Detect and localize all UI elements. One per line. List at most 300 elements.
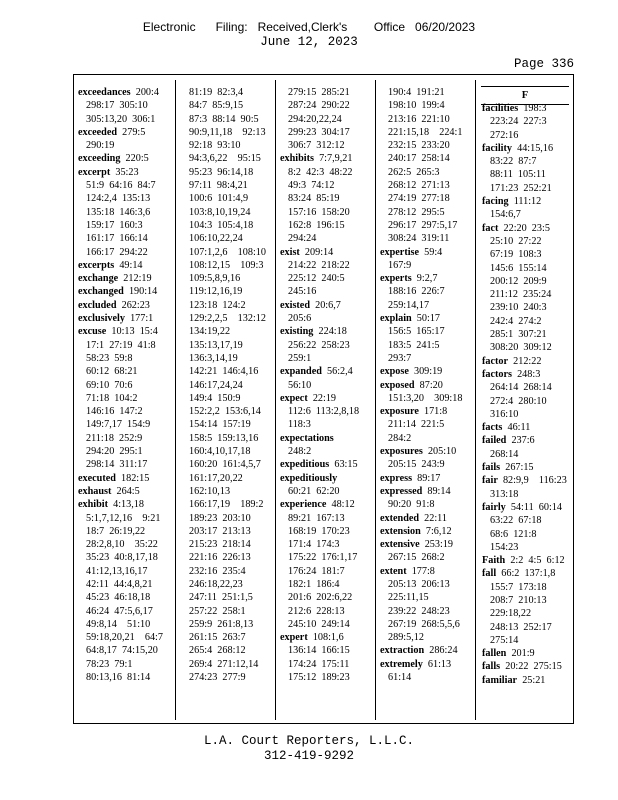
index-word: facility — [482, 142, 512, 154]
page-line-refs: 56:2,4 — [327, 366, 353, 378]
court-reporter-phone: 312-419-9292 — [263, 749, 354, 763]
index-entry-continuation — [78, 578, 163, 591]
page-line-refs: 237:6 — [511, 435, 535, 447]
page-line-refs: 151:3,20 309:18 — [388, 392, 463, 404]
index-entry-continuation — [482, 248, 567, 261]
index-entry-continuation — [380, 285, 462, 298]
index-entry — [78, 472, 163, 485]
index-entry-continuation — [78, 139, 163, 152]
index-entry-continuation — [482, 208, 567, 221]
index-entry — [380, 644, 462, 657]
index-entry-continuation — [280, 232, 359, 245]
page-line-refs: 49:3 74:12 — [288, 180, 335, 192]
index-entry — [380, 565, 462, 578]
page-line-refs: 68:6 121:8 — [490, 528, 537, 540]
index-entry — [78, 285, 163, 298]
index-entry-continuation — [482, 381, 567, 394]
index-word: factors — [482, 368, 512, 380]
index-entry — [280, 631, 359, 644]
page-line-refs: 66:2 137:1,8 — [501, 568, 556, 580]
index-entry-continuation — [181, 591, 266, 604]
page-line-refs: 305:13,20 306:1 — [86, 113, 156, 125]
index-entry — [78, 299, 163, 312]
index-entry — [482, 674, 567, 687]
page-line-refs: 48:12 — [331, 499, 355, 511]
index-word: fall — [482, 568, 497, 580]
page-line-refs: 95:23 96:14,18 — [189, 166, 254, 178]
index-word: extent — [380, 565, 407, 577]
page-line-refs: 213:16 221:10 — [388, 113, 450, 125]
index-entry-continuation — [482, 155, 567, 168]
index-word: fair — [482, 475, 498, 487]
index-entry — [380, 525, 462, 538]
page-line-refs: 104:3 105:4,18 — [189, 219, 254, 231]
page-line-refs: 60:21 62:20 — [288, 485, 340, 497]
page-line-refs: 294:20,22,24 — [288, 113, 342, 125]
index-word: extensive — [380, 539, 420, 551]
index-entry — [380, 485, 462, 498]
page-line-refs: 177:8 — [411, 565, 435, 577]
page-line-refs: 205:6 — [288, 313, 312, 325]
index-entry-continuation — [280, 445, 359, 458]
index-entry-continuation — [181, 525, 266, 538]
index-word: exhaust — [78, 485, 112, 497]
index-word: excuse — [78, 326, 107, 338]
page-line-refs: 223:24 227:3 — [490, 116, 547, 128]
index-entry-continuation — [181, 206, 266, 219]
page-line-refs: 267:15 — [505, 462, 534, 474]
index-entry-continuation — [78, 339, 163, 352]
index-column-5 — [482, 102, 567, 687]
index-entry-continuation — [280, 379, 359, 392]
index-entry-continuation — [482, 262, 567, 275]
page-line-refs: 123:18 124:2 — [189, 299, 246, 311]
index-entry-continuation — [181, 458, 266, 471]
index-entry-continuation — [78, 405, 163, 418]
page-number: Page 336 — [513, 57, 574, 71]
page-line-refs: 88:11 105:11 — [490, 169, 546, 181]
page-line-refs: 63:15 — [334, 459, 358, 471]
column-divider — [275, 80, 276, 720]
page-line-refs: 167:9 — [388, 259, 412, 271]
index-entry-continuation — [482, 129, 567, 142]
index-entry-continuation — [380, 418, 462, 431]
index-entry-continuation — [181, 113, 266, 126]
index-entry-continuation — [181, 671, 266, 684]
page-line-refs: 188:16 226:7 — [388, 286, 445, 298]
index-entry-continuation — [78, 565, 163, 578]
index-entry-continuation — [280, 126, 359, 139]
page-line-refs: 8:2 42:3 48:22 — [288, 166, 353, 178]
page-line-refs: 78:23 79:1 — [86, 658, 133, 670]
index-entry-continuation — [380, 591, 462, 604]
page-line-refs: 309:19 — [413, 366, 443, 378]
page-line-refs: 221:16 226:13 — [189, 552, 251, 564]
page-line-refs: 205:10 — [427, 446, 457, 458]
page-line-refs: 22:20 23:5 — [503, 222, 550, 234]
index-entry-continuation — [380, 339, 462, 352]
page-line-refs: 162:10,13 — [189, 485, 231, 497]
page-line-refs: 45:23 46:18,18 — [86, 592, 151, 604]
index-entry-continuation — [482, 581, 567, 594]
page-line-refs: 87:3 88:14 90:5 — [189, 113, 259, 125]
index-word: existed — [280, 299, 310, 311]
index-word: exhibit — [78, 499, 109, 511]
page-line-refs: 190:14 — [128, 286, 158, 298]
index-entry-continuation — [78, 99, 163, 112]
index-entry-continuation — [181, 259, 266, 272]
index-entry-continuation — [280, 139, 359, 152]
index-entry-continuation — [482, 275, 567, 288]
page-line-refs: 97:11 98:4,21 — [189, 180, 248, 192]
section-letter: F — [521, 90, 529, 101]
index-word: expose — [380, 366, 409, 378]
page-line-refs: 175:12 189:23 — [288, 672, 350, 684]
index-entry-continuation — [380, 259, 462, 272]
page-line-refs: 212:22 — [513, 355, 542, 367]
index-word: expectations — [280, 432, 334, 444]
index-entry — [482, 102, 567, 115]
page-line-refs: 84:7 85:9,15 — [189, 100, 244, 112]
page-line-refs: 203:17 213:13 — [189, 525, 251, 537]
index-entry-continuation — [380, 432, 462, 445]
page-line-refs: 124:2,4 135:13 — [86, 193, 151, 205]
page-line-refs: 174:24 175:11 — [288, 658, 350, 670]
index-column-3 — [280, 86, 359, 684]
index-entry — [78, 152, 163, 165]
index-entry-continuation — [380, 458, 462, 471]
page-line-refs: 279:5 — [122, 126, 146, 138]
footer — [0, 734, 618, 764]
page-line-refs: 136:3,14,19 — [189, 352, 238, 364]
index-entry-continuation — [78, 179, 163, 192]
page-line-refs: 298:17 305:10 — [86, 100, 148, 112]
index-entry-continuation — [181, 365, 266, 378]
index-entry-continuation — [181, 219, 266, 232]
index-word: exposures — [380, 446, 423, 458]
index-entry-continuation — [280, 525, 359, 538]
index-entry-continuation — [78, 113, 163, 126]
index-entry — [78, 272, 163, 285]
page-line-refs: 149:4 150:9 — [189, 392, 241, 404]
index-entry — [482, 368, 567, 381]
page-line-refs: 46:24 47:5,6,17 — [86, 605, 153, 617]
page-line-refs: 59:18,20,21 64:7 — [86, 632, 163, 644]
page-line-refs: 265:4 268:12 — [189, 645, 246, 657]
page-line-refs: 262:23 — [121, 299, 150, 311]
index-entry-continuation — [380, 578, 462, 591]
index-entry-continuation — [280, 339, 359, 352]
index-column-2 — [181, 86, 266, 684]
index-word: explain — [380, 313, 412, 325]
index-word: experience — [280, 499, 327, 511]
index-entry-continuation — [380, 126, 462, 139]
page-line-refs: 212:19 — [123, 273, 152, 285]
page-line-refs: 17:1 27:19 41:8 — [86, 339, 156, 351]
index-entry-continuation — [78, 365, 163, 378]
index-word: exceeded — [78, 126, 118, 138]
index-entry-continuation — [78, 352, 163, 365]
index-word: expertise — [380, 246, 420, 258]
index-entry-continuation — [280, 551, 359, 564]
index-entry-continuation — [78, 246, 163, 259]
index-entry-continuation — [380, 99, 462, 112]
index-entry-continuation — [181, 246, 266, 259]
index-entry-continuation — [181, 472, 266, 485]
page-line-refs: 284:2 — [388, 432, 412, 444]
index-word: exchange — [78, 273, 119, 285]
page-line-refs: 10:13 15:4 — [111, 326, 158, 338]
index-entry — [482, 554, 567, 567]
index-entry-continuation — [380, 498, 462, 511]
page-line-refs: 83:22 87:7 — [490, 156, 537, 168]
index-word: exposure — [380, 406, 419, 418]
index-column-1 — [78, 86, 163, 684]
page-line-refs: 35:23 40:8,17,18 — [86, 552, 158, 564]
index-entry-continuation — [181, 152, 266, 165]
page-line-refs: 46:11 — [507, 422, 531, 434]
page-line-refs: 269:4 271:12,14 — [189, 658, 259, 670]
page-line-refs: 171:23 252:21 — [490, 182, 552, 194]
index-entry-continuation — [482, 514, 567, 527]
index-word: fact — [482, 222, 499, 234]
index-entry-continuation — [181, 658, 266, 671]
page-line-refs: 100:6 101:4,9 — [189, 193, 249, 205]
index-entry — [482, 461, 567, 474]
index-word: exist — [280, 246, 300, 258]
index-entry-continuation — [181, 405, 266, 418]
page-line-refs: 64:8,17 74:15,20 — [86, 645, 158, 657]
index-entry — [380, 538, 462, 551]
page-line-refs: 58:23 59:8 — [86, 352, 133, 364]
index-entry-continuation — [181, 418, 266, 431]
column-divider — [375, 80, 376, 720]
index-entry-continuation — [280, 312, 359, 325]
page-line-refs: 313:18 — [490, 488, 519, 500]
index-entry — [380, 272, 462, 285]
page-line-refs: 261:15 263:7 — [189, 632, 246, 644]
index-word: extraction — [380, 645, 425, 657]
page-line-refs: 259:9 261:8,13 — [189, 618, 254, 630]
index-entry-continuation — [78, 671, 163, 684]
index-entry-continuation — [482, 115, 567, 128]
page-line-refs: 285:1 307:21 — [490, 329, 547, 341]
index-word: fails — [482, 462, 501, 474]
page-line-refs: 119:12,16,19 — [189, 286, 243, 298]
page-line-refs: 59:4 — [424, 246, 443, 258]
index-entry — [78, 166, 163, 179]
index-entry — [482, 567, 567, 580]
page-line-refs: 211:12 235:24 — [490, 289, 552, 301]
index-word: expeditious — [280, 459, 330, 471]
page-line-refs: 25:21 — [522, 674, 546, 686]
index-entry-continuation — [380, 206, 462, 219]
index-entry-continuation — [280, 206, 359, 219]
page-line-refs: 61:14 — [388, 672, 412, 684]
page-line-refs: 286:24 — [429, 645, 458, 657]
index-entry-continuation — [280, 192, 359, 205]
index-entry-continuation — [280, 259, 359, 272]
index-entry-continuation — [280, 219, 359, 232]
index-entry-continuation — [181, 432, 266, 445]
index-entry — [380, 246, 462, 259]
index-entry-continuation — [280, 618, 359, 631]
index-entry — [280, 498, 359, 511]
page-line-refs: 109:5,8,9,16 — [189, 273, 241, 285]
index-word: factor — [482, 355, 509, 367]
index-entry-continuation — [181, 445, 266, 458]
page-line-refs: 35:23 — [115, 166, 139, 178]
index-word: exposed — [380, 379, 415, 391]
page-line-refs: 290:19 — [86, 140, 115, 152]
index-entry-continuation — [181, 565, 266, 578]
page-line-refs: 253:19 — [424, 539, 454, 551]
index-entry-continuation — [78, 551, 163, 564]
index-entry — [280, 299, 359, 312]
page-line-refs: 248:13 252:17 — [490, 621, 552, 633]
page-line-refs: 248:3 — [517, 368, 541, 380]
index-entry — [380, 312, 462, 325]
index-entry-continuation — [380, 179, 462, 192]
index-word: excerpts — [78, 259, 115, 271]
index-entry-continuation — [78, 418, 163, 431]
page-line-refs: 205:13 206:13 — [388, 578, 450, 590]
page-line-refs: 22:19 — [312, 392, 337, 404]
index-entry — [78, 259, 163, 272]
index-word: facing — [482, 196, 509, 208]
page-line-refs: 61:13 — [427, 658, 452, 670]
index-word: extended — [380, 512, 420, 524]
index-entry-continuation — [380, 139, 462, 152]
page-line-refs: 166:17,19 189:2 — [189, 499, 264, 511]
page-line-refs: 308:24 319:11 — [388, 233, 450, 245]
index-word: expect — [280, 392, 308, 404]
index-entry-continuation — [280, 605, 359, 618]
page-line-refs: 108:1,6 — [312, 632, 344, 644]
page-line-refs: 118:3 — [288, 419, 311, 431]
page-line-refs: 306:7 312:12 — [288, 140, 345, 152]
page-line-refs: 198:3 — [523, 103, 547, 114]
page-line-refs: 135:18 146:3,6 — [86, 206, 151, 218]
page-line-refs: 69:10 70:6 — [86, 379, 133, 391]
page-line-refs: 220:5 — [125, 153, 149, 165]
page-line-refs: 25:10 27:22 — [490, 235, 542, 247]
page-line-refs: 294:24 — [288, 233, 317, 245]
page-line-refs: 7:7,9,21 — [319, 153, 353, 165]
index-entry-continuation — [280, 99, 359, 112]
page-line-refs: 54:11 60:14 — [510, 501, 562, 513]
index-entry-continuation — [181, 272, 266, 285]
index-entry — [280, 432, 359, 445]
index-entry — [78, 498, 163, 511]
index-entry-continuation — [181, 379, 266, 392]
index-entry — [380, 658, 462, 671]
index-word: falls — [482, 661, 501, 673]
page-line-refs: 221:15,18 224:1 — [388, 126, 463, 138]
index-entry — [280, 246, 359, 259]
page-line-refs: 18:7 26:19,22 — [86, 525, 146, 537]
page-line-refs: 232:15 233:20 — [388, 140, 450, 152]
index-entry — [280, 365, 359, 378]
index-entry-continuation — [181, 126, 266, 139]
page-line-refs: 278:12 295:5 — [388, 206, 445, 218]
index-entry — [482, 142, 567, 155]
index-entry — [280, 472, 359, 485]
page-line-refs: 103:8,10,19,24 — [189, 206, 251, 218]
page-line-refs: 106:10,22,24 — [189, 233, 243, 245]
index-entry — [78, 126, 163, 139]
column-divider — [475, 80, 476, 720]
index-entry-continuation — [280, 418, 359, 431]
index-entry-continuation — [78, 432, 163, 445]
index-entry-continuation — [482, 235, 567, 248]
page-line-refs: 145:6 155:14 — [490, 262, 547, 274]
index-entry-continuation — [181, 179, 266, 192]
index-entry-continuation — [482, 328, 567, 341]
index-entry-continuation — [181, 618, 266, 631]
index-entry-continuation — [78, 219, 163, 232]
page-line-refs: 308:20 309:12 — [490, 342, 552, 354]
page-line-refs: 229:18,22 — [490, 608, 532, 620]
page-line-refs: 272:4 280:10 — [490, 395, 547, 407]
index-frame — [73, 74, 574, 724]
page-line-refs: 267:19 268:5,5,6 — [388, 618, 460, 630]
index-entry-continuation — [181, 578, 266, 591]
index-entry-continuation — [482, 448, 567, 461]
page-line-refs: 134:19,22 — [189, 326, 231, 338]
index-entry-continuation — [181, 312, 266, 325]
page-line-refs: 129:2,2,5 132:12 — [189, 313, 266, 325]
index-word: exclusively — [78, 313, 125, 325]
index-entry-continuation — [482, 395, 567, 408]
index-entry-continuation — [78, 605, 163, 618]
page-line-refs: 209:14 — [304, 246, 334, 258]
page-line-refs: 108:12,15 109:3 — [189, 259, 264, 271]
page-line-refs: 246:18,22,23 — [189, 578, 243, 590]
index-entry-continuation — [78, 525, 163, 538]
page-line-refs: 42:11 44:4,8,21 — [86, 578, 153, 590]
index-entry-continuation — [280, 512, 359, 525]
page-line-refs: 67:19 108:3 — [490, 249, 542, 261]
index-entry-continuation — [380, 232, 462, 245]
index-entry-continuation — [181, 498, 266, 511]
page-line-refs: 259:1 — [288, 352, 312, 364]
index-entry-continuation — [380, 299, 462, 312]
index-entry-continuation — [181, 339, 266, 352]
page-line-refs: 90:20 91:8 — [388, 499, 435, 511]
page-line-refs: 80:13,16 81:14 — [86, 672, 151, 684]
index-entry-continuation — [78, 458, 163, 471]
page-line-refs: 225:12 240:5 — [288, 273, 345, 285]
index-entry-continuation — [181, 139, 266, 152]
page-line-refs: 161:17,20,22 — [189, 472, 243, 484]
page-line-refs: 7:6,12 — [425, 525, 452, 537]
page-line-refs: 171:8 — [423, 406, 448, 418]
page-line-refs: 20:6,7 — [315, 299, 341, 311]
index-entry — [482, 501, 567, 514]
page-line-refs: 49:14 — [119, 259, 143, 271]
index-entry-continuation — [78, 445, 163, 458]
page-line-refs: 177:1 — [130, 313, 154, 325]
index-entry-continuation — [482, 182, 567, 195]
page-line-refs: 82:9,9 116:23 — [502, 475, 567, 487]
page-line-refs: 242:4 274:2 — [490, 315, 542, 327]
index-entry — [280, 392, 359, 405]
page-line-refs: 63:22 67:18 — [490, 515, 542, 527]
page-line-refs: 112:6 113:2,8,18 — [288, 406, 360, 418]
page-line-refs: 262:5 265:3 — [388, 166, 440, 178]
page-line-refs: 160:20 161:4,5,7 — [189, 459, 261, 471]
